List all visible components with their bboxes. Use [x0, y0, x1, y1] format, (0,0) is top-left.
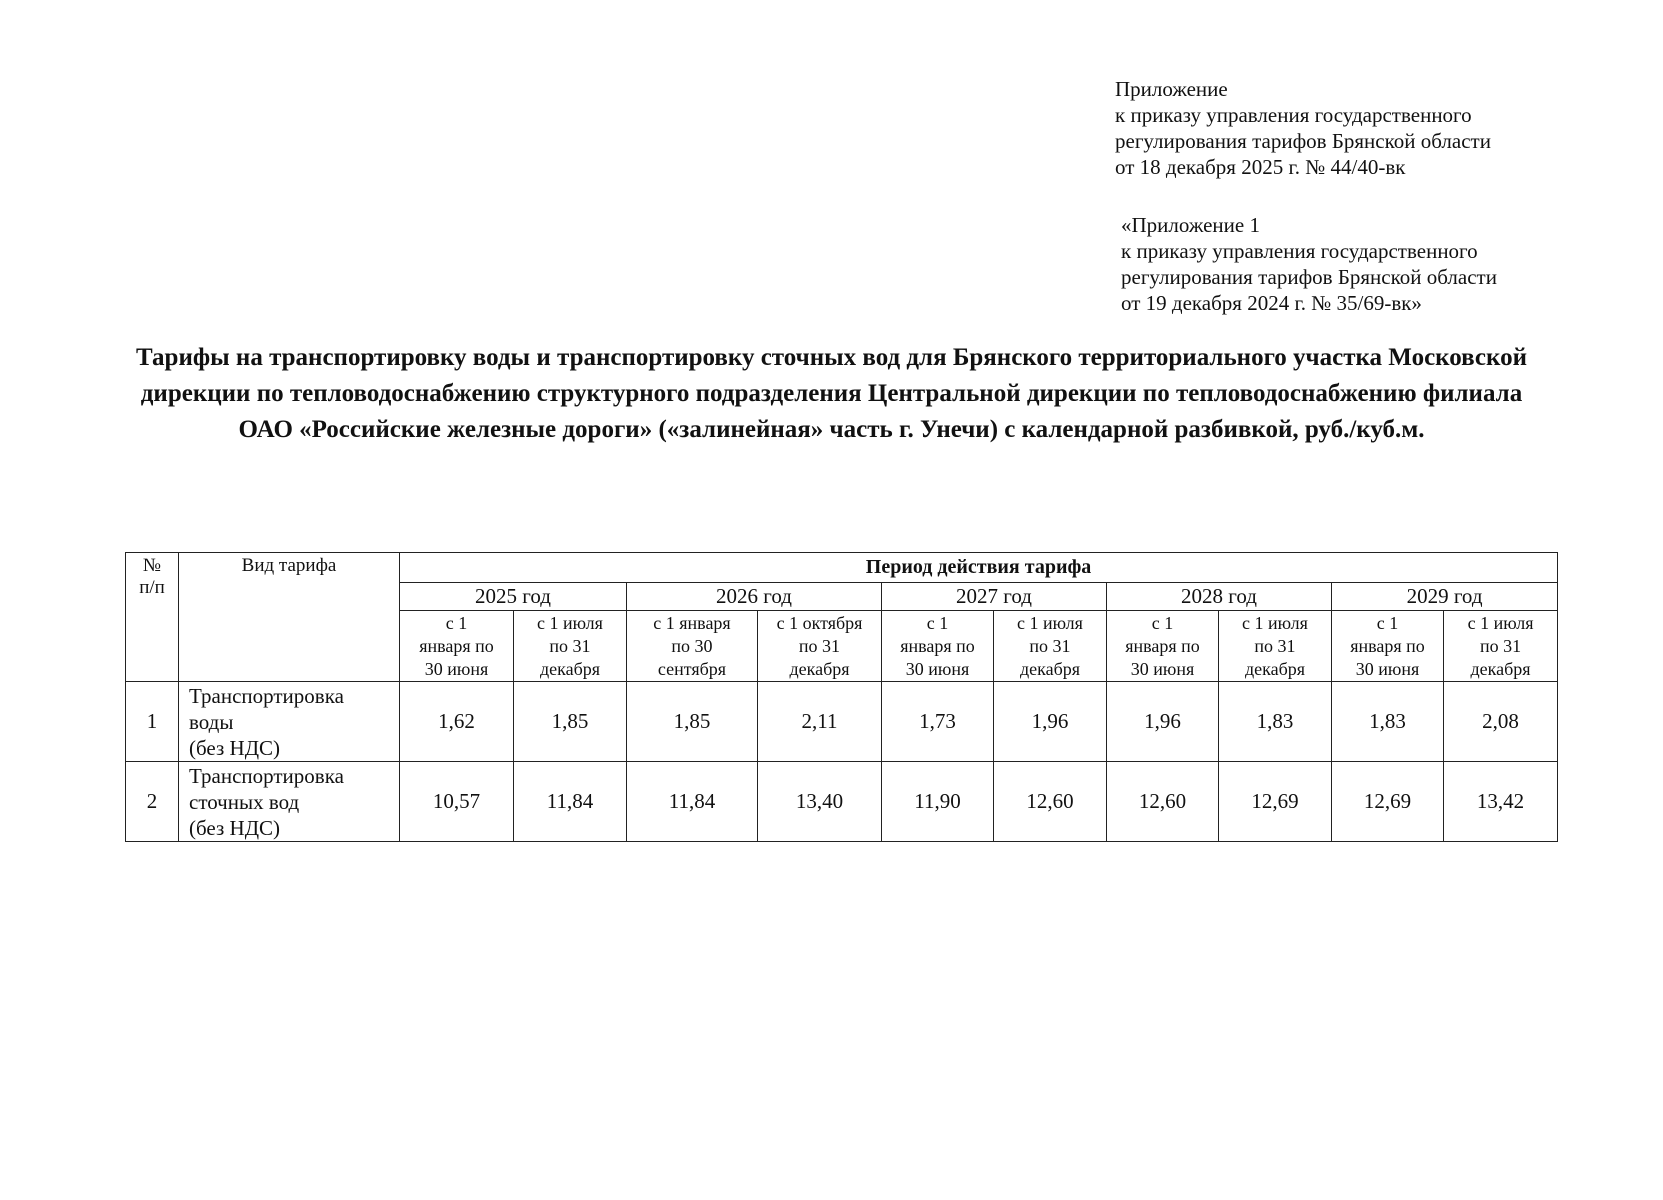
appendix-original-line: к приказу управления государственного: [1121, 239, 1478, 263]
sub-period-header: [1332, 611, 1444, 682]
tariff-type-line: (без НДС): [189, 735, 281, 760]
year-header-2029: 2029 год: [1332, 583, 1558, 611]
sub-period-line: с 1: [926, 612, 949, 633]
tariff-value: 12,69: [1332, 762, 1444, 842]
tariff-value: 11,84: [514, 762, 627, 842]
col-number-header-line: п/п: [139, 577, 165, 598]
sub-period-line: с 1 июля: [1242, 612, 1308, 633]
tariff-value: 11,84: [627, 762, 758, 842]
tariff-value: 1,83: [1332, 682, 1444, 762]
tariff-type: [179, 762, 400, 842]
appendix-original-line: «Приложение 1: [1121, 213, 1260, 237]
sub-period-line: декабря: [789, 658, 850, 679]
tariff-value: 12,69: [1219, 762, 1332, 842]
sub-period-line: января по: [1350, 635, 1425, 656]
col-number-header: [126, 553, 179, 682]
row-number: 2: [126, 762, 179, 842]
tariff-value: 11,90: [882, 762, 994, 842]
sub-period-line: декабря: [1244, 658, 1306, 679]
appendix-line: к приказу управления государственного: [1115, 103, 1472, 127]
sub-period-line: с 1 июля: [1017, 612, 1083, 633]
tariff-value: 1,96: [1107, 682, 1219, 762]
sub-period-line: по 31: [549, 635, 591, 656]
sub-period-line: с 1 июля: [1467, 612, 1534, 633]
tariff-value: 1,73: [882, 682, 994, 762]
tariff-value: 12,60: [1107, 762, 1219, 842]
tariff-type: [179, 682, 400, 762]
sub-period-line: 30 июня: [424, 658, 489, 679]
col-number-header-line: №: [142, 555, 162, 576]
sub-period-header: [400, 611, 514, 682]
sub-period-header: [1107, 611, 1219, 682]
tariff-type-line: Транспортировка: [189, 683, 344, 708]
sub-period-line: января по: [1125, 635, 1200, 656]
appendix-original-header: [1121, 212, 1497, 316]
tariff-value: 12,60: [994, 762, 1107, 842]
tariff-type-line: Транспортировка: [189, 763, 344, 788]
sub-period-header: [1444, 611, 1558, 682]
sub-period-line: с 1: [1151, 612, 1174, 633]
appendix-line: регулирования тарифов Брянской области: [1115, 129, 1491, 153]
tariff-type-line: воды: [189, 709, 234, 734]
tariff-type-line: сточных вод: [189, 789, 300, 814]
tariff-value: 10,57: [400, 762, 514, 842]
year-header-2026: 2026 год: [627, 583, 882, 611]
sub-period-line: по 31: [1254, 635, 1296, 656]
tariff-type-line: (без НДС): [189, 815, 281, 840]
sub-period-line: января по: [900, 635, 975, 656]
sub-period-header: [1219, 611, 1332, 682]
period-header: Период действия тарифа: [400, 553, 1558, 583]
col-type-header: Вид тарифа: [179, 553, 400, 682]
sub-period-line: декабря: [1019, 658, 1081, 679]
sub-period-line: сентября: [657, 658, 727, 679]
sub-period-line: декабря: [1470, 658, 1531, 679]
sub-period-header: [882, 611, 994, 682]
sub-period-line: по 31: [1479, 635, 1522, 656]
sub-period-header: [758, 611, 882, 682]
title-line: Тарифы на транспортировку воды и транспортировку сточных вод для Брянского территориального участка Московской: [135, 344, 1527, 371]
tariff-value: 13,40: [758, 762, 882, 842]
sub-period-line: по 31: [798, 635, 841, 656]
sub-period-line: по 31: [1029, 635, 1071, 656]
tariff-value: 13,42: [1444, 762, 1558, 842]
sub-period-line: по 30: [671, 635, 713, 656]
sub-period-line: с 1 октября: [776, 612, 863, 633]
tariff-table: [125, 552, 1558, 842]
tariff-value: 2,11: [758, 682, 882, 762]
tariff-value: 2,08: [1444, 682, 1558, 762]
row-number: 1: [126, 682, 179, 762]
sub-period-line: 30 июня: [1355, 658, 1420, 679]
table-row: [126, 762, 1558, 842]
document-title: [100, 340, 1563, 448]
year-header-2027: 2027 год: [882, 583, 1107, 611]
sub-period-line: января по: [419, 635, 494, 656]
sub-period-line: 30 июня: [1130, 658, 1195, 679]
tariff-value: 1,85: [627, 682, 758, 762]
appendix-original-line: регулирования тарифов Брянской области: [1121, 265, 1497, 289]
tariff-value: 1,96: [994, 682, 1107, 762]
appendix-line: Приложение: [1115, 77, 1228, 101]
title-line: ОАО «Российские железные дороги» («залинейная» часть г. Унечи) с календарной разбивкой, руб./куб.м.: [238, 416, 1425, 443]
sub-period-line: с 1: [1376, 612, 1399, 633]
table-row: [126, 682, 1558, 762]
tariff-value: 1,62: [400, 682, 514, 762]
sub-period-line: с 1: [445, 612, 468, 633]
appendix-original-line: от 19 декабря 2024 г. № 35/69-вк»: [1121, 291, 1422, 315]
appendix-line: от 18 декабря 2025 г. № 44/40-вк: [1115, 155, 1406, 179]
year-header-2028: 2028 год: [1107, 583, 1332, 611]
year-header-2025: 2025 год: [400, 583, 627, 611]
sub-period-line: 30 июня: [905, 658, 970, 679]
sub-period-header: [514, 611, 627, 682]
sub-period-header: [627, 611, 758, 682]
tariff-value: 1,85: [514, 682, 627, 762]
sub-period-header: [994, 611, 1107, 682]
tariff-value: 1,83: [1219, 682, 1332, 762]
appendix-header: [1115, 76, 1491, 180]
sub-period-line: с 1 января: [653, 612, 731, 633]
sub-period-line: декабря: [539, 658, 601, 679]
title-line: дирекции по тепловодоснабжению структурного подразделения Центральной дирекции по тепловодоснабжению филиала: [140, 380, 1523, 407]
sub-period-line: с 1 июля: [537, 612, 603, 633]
